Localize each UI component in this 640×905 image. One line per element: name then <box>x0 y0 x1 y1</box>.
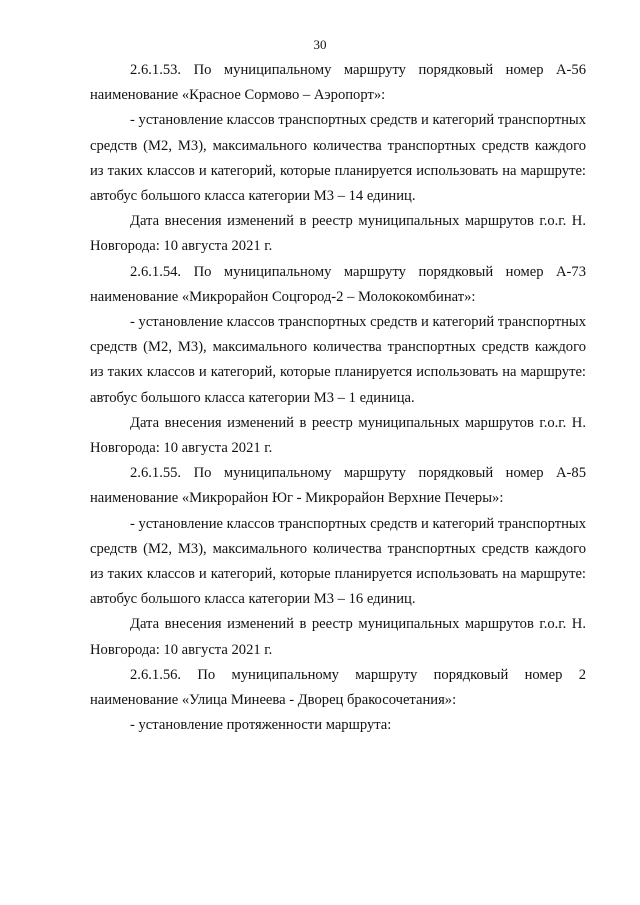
paragraph-route-a56-heading: 2.6.1.53. По муниципальному маршруту порядковый номер А-56 наименование «Красное Сормово – Аэропорт»: <box>90 62 586 104</box>
page-number: 30 <box>313 37 327 52</box>
paragraph-route-2-heading: 2.6.1.56. По муниципальному маршруту порядковый номер 2 наименование «Улица Минеева - Дворец бракосочетания»: <box>90 666 586 709</box>
paragraph-route-a73-date: Дата внесения изменений в реестр муниципальных маршрутов г.о.г. Н. Новгорода: 10 августа 2021 г. <box>90 414 586 457</box>
document-body <box>90 58 586 738</box>
paragraph-route-a56-date: Дата внесения изменений в реестр муниципальных маршрутов г.о.г. Н. Новгорода: 10 августа 2021 г. <box>90 213 586 255</box>
paragraph-route-a85-heading: 2.6.1.55. По муниципальному маршруту порядковый номер А-85 наименование «Микрорайон Юг - Микрорайон Верхние Печеры»: <box>90 465 586 507</box>
paragraph-route-a73-vehicles: - установление классов транспортных средств и категорий транспортных средств (М2, М3), максимального количества транспортных средств каждого из таких классов и категорий, которые планируется использовать на маршруте: автобус большого класса категории М3 – 1 единица. <box>90 314 586 406</box>
paragraph-route-a73-heading: 2.6.1.54. По муниципальному маршруту порядковый номер А-73 наименование «Микрорайон Соцгород-2 – Молококомбинат»: <box>90 263 586 305</box>
paragraph-route-a85-vehicles: - установление классов транспортных средств и категорий транспортных средств (М2, М3), максимального количества транспортных средств каждого из таких классов и категорий, которые планируется использовать на маршруте: автобус большого класса категории М3 – 16 единиц. <box>90 515 586 608</box>
paragraph-route-a85-date: Дата внесения изменений в реестр муниципальных маршрутов г.о.г. Н. Новгорода: 10 августа 2021 г. <box>90 616 586 658</box>
paragraph-route-2-length: - установление протяженности маршрута: <box>130 717 392 734</box>
paragraph-route-a56-vehicles: - установление классов транспортных средств и категорий транспортных средств (М2, М3), максимального количества транспортных средств каждого из таких классов и категорий, которые планируется использовать на маршруте: автобус большого класса категории М3 – 14 единиц. <box>90 112 586 205</box>
